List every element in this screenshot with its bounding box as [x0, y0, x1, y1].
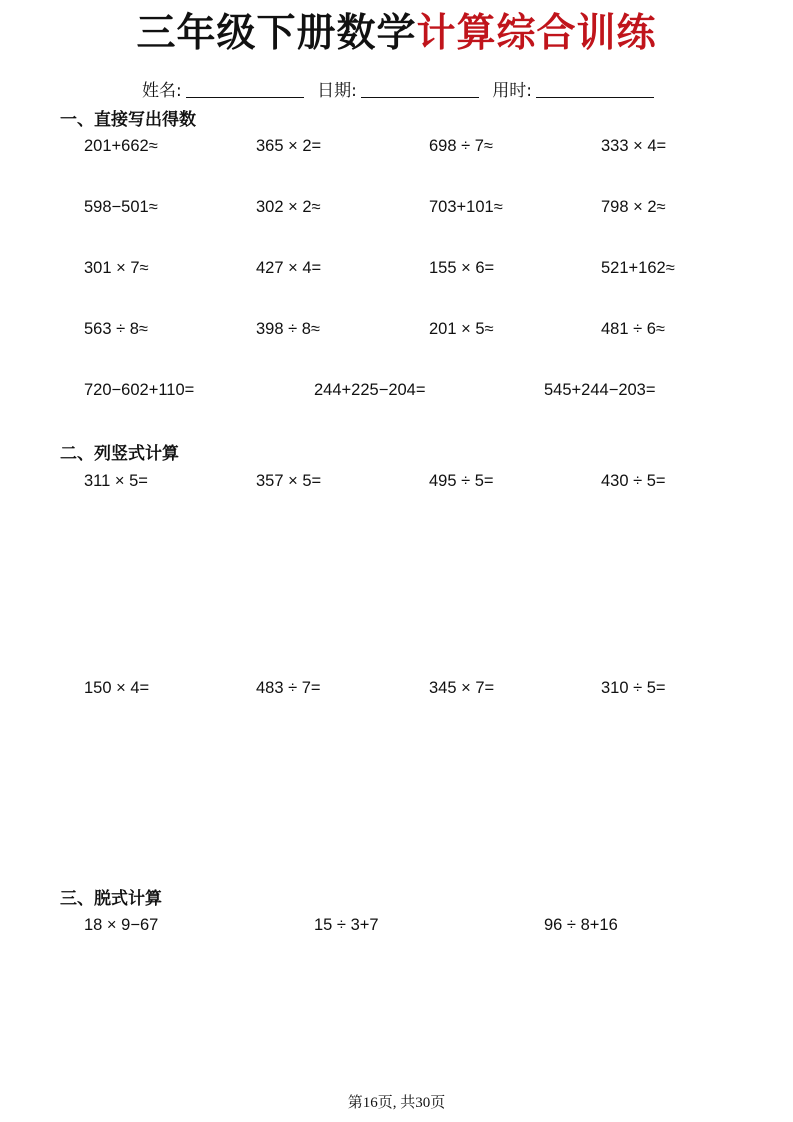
problem: 333 × 4= [601, 137, 667, 155]
problem: 311 × 5= [84, 472, 148, 490]
section-title-step-calc: 三、脱式计算 [60, 889, 162, 909]
problem: 155 × 6= [429, 259, 495, 277]
problem: 301 × 7≈ [84, 259, 149, 277]
problem: 201+662≈ [84, 137, 158, 155]
problem: 703+101≈ [429, 198, 503, 216]
student-info-line [142, 80, 662, 102]
page-footer: 第16页, 共30页 [347, 1095, 446, 1111]
problem: 481 ÷ 6≈ [601, 320, 665, 338]
section-title-mental-math: 一、直接写出得数 [60, 110, 196, 130]
problem: 598−501≈ [84, 198, 158, 216]
problem: 357 × 5= [256, 472, 322, 490]
problem: 698 ÷ 7≈ [429, 137, 493, 155]
problem: 15 ÷ 3+7 [314, 916, 379, 934]
section-title-vertical-calc: 二、列竖式计算 [60, 444, 179, 464]
date-blank[interactable] [361, 81, 479, 98]
name-label: 姓名: [142, 81, 182, 101]
time-blank[interactable] [536, 81, 654, 98]
problem: 720−602+110= [84, 381, 195, 399]
problem: 150 × 4= [84, 679, 150, 697]
problem: 302 × 2≈ [256, 198, 321, 216]
name-blank[interactable] [186, 81, 304, 98]
problem: 495 ÷ 5= [429, 472, 494, 490]
problem: 365 × 2= [256, 137, 322, 155]
page-title [0, 10, 793, 58]
problem: 201 × 5≈ [429, 320, 494, 338]
problem: 798 × 2≈ [601, 198, 666, 216]
problem: 18 × 9−67 [84, 916, 159, 934]
problem: 345 × 7= [429, 679, 495, 697]
problem: 310 ÷ 5= [601, 679, 666, 697]
title-part-red: 计算综合训练 [416, 11, 657, 56]
problem: 521+162≈ [601, 259, 675, 277]
problem: 483 ÷ 7= [256, 679, 321, 697]
problem: 563 ÷ 8≈ [84, 320, 148, 338]
title-part-black: 三年级下册数学 [136, 11, 417, 56]
problem: 427 × 4= [256, 259, 322, 277]
time-label: 用时: [492, 81, 533, 101]
problem: 430 ÷ 5= [601, 472, 666, 490]
date-label: 日期: [317, 81, 357, 101]
problem: 398 ÷ 8≈ [256, 320, 320, 338]
problem: 96 ÷ 8+16 [544, 916, 618, 934]
problem: 244+225−204= [314, 381, 426, 399]
problem: 545+244−203= [544, 381, 656, 399]
